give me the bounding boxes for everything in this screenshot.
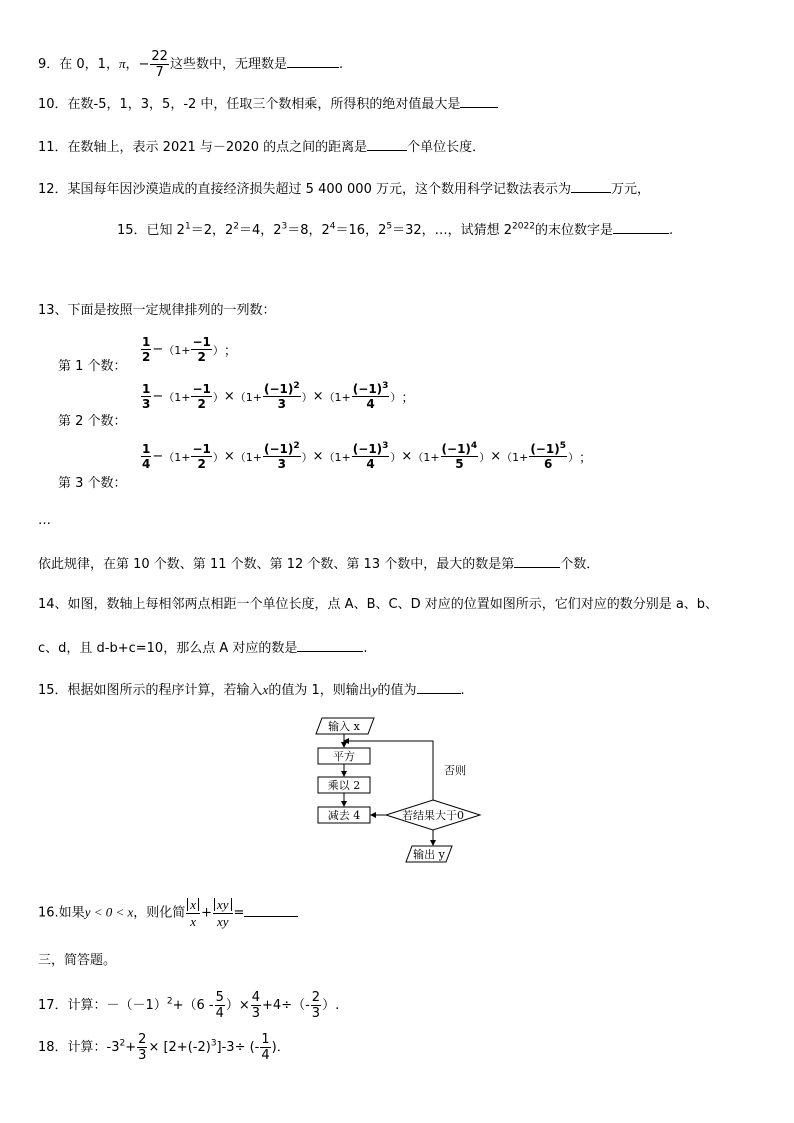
sub-label: 减去 4 [327, 809, 361, 822]
frac [191, 336, 211, 363]
semi: ； [578, 451, 592, 466]
answer-blank[interactable] [514, 553, 560, 568]
times: × [401, 449, 413, 464]
dots: … [38, 513, 51, 528]
var-y: y [371, 682, 378, 697]
exp: 5 [386, 221, 393, 232]
q13-intro: 13、下面是按照一定规律排列的一列数： [38, 303, 276, 318]
exp: 3 [382, 441, 389, 451]
q15a-t: ＝16，2 [335, 223, 387, 238]
minus: − [152, 389, 164, 404]
semi: ； [223, 344, 237, 359]
exp: 2 [119, 1038, 126, 1049]
d: 4 [366, 397, 375, 411]
d: 6 [543, 457, 553, 471]
answer-blank[interactable] [460, 93, 498, 108]
close: ） [212, 450, 224, 464]
question-15 [38, 679, 465, 700]
q9-post: 这些数中，无理数是 [169, 57, 287, 72]
d: 3 [311, 1006, 321, 1021]
d: 3 [142, 397, 151, 411]
condition-label: 若结果大于0 [402, 809, 464, 822]
question-16 [38, 898, 298, 928]
frac [263, 383, 301, 410]
q15-end: . [460, 683, 465, 698]
question-14-line1 [38, 596, 718, 614]
seq-expr-3 [140, 443, 592, 470]
d: 3 [251, 1006, 261, 1021]
q10-text: 10．在数-5，1，3，5，-2 中，任取三个数相乘，所得积的绝对值最大是 [38, 97, 461, 112]
frac-abs-x [186, 898, 200, 928]
section-title: 三，简答题。 [38, 953, 117, 968]
close: ） [212, 390, 224, 404]
frac [311, 991, 321, 1020]
input-label: 输入 x [328, 720, 360, 733]
d: 3 [277, 457, 287, 471]
open: （1+ [501, 450, 529, 464]
answer-blank[interactable] [613, 219, 669, 234]
question-17 [38, 991, 339, 1020]
question-13-ask [38, 553, 599, 574]
close: ） [301, 390, 313, 404]
open: （1+ [412, 450, 440, 464]
den-xy: xy [216, 914, 229, 929]
close: ） [390, 390, 402, 404]
frac [141, 443, 151, 470]
q16-cond: y < 0 < x [84, 904, 134, 920]
frac-den: 7 [155, 65, 164, 80]
q15a-pre: 15．已知 2 [117, 223, 185, 238]
n: 1 [142, 442, 151, 456]
q15a-t: ＝8，2 [287, 223, 330, 238]
times: × [312, 389, 324, 404]
q9-text: 9．在 0，1， [38, 57, 119, 72]
d: 2 [142, 350, 151, 364]
equals: = [233, 905, 245, 921]
n: −1 [192, 382, 211, 396]
q14-line1: 14、如图，数轴上每相邻两点相距一个单位长度，点 A、B、C、D 对应的位置如图所示，它们对应的数分别是 a、b、 [38, 597, 719, 612]
section-3-title [38, 952, 116, 970]
seq-expr-2 [140, 383, 414, 410]
q15-pre: 15．根据如图所示的程序计算，若输入 [38, 683, 263, 698]
question-14-line2 [38, 637, 368, 658]
times: × [490, 449, 502, 464]
q9-end: . [338, 57, 344, 72]
abs-xy: xy [214, 898, 232, 911]
seq-label-2 [58, 410, 127, 429]
n: (−1) [352, 442, 383, 456]
answer-blank[interactable] [417, 679, 461, 694]
frac [251, 991, 261, 1020]
n: 5 [215, 990, 224, 1005]
times: × [223, 389, 235, 404]
n: (−1) [441, 442, 471, 456]
q15a-t: ＝32，…，试猜想 2 [392, 223, 513, 238]
open: （1+ [163, 450, 191, 464]
q15-post: 的值为 [377, 683, 417, 698]
frac [352, 383, 390, 410]
q18-c: )． [271, 1040, 290, 1055]
minus: − [152, 342, 164, 357]
n: 2 [311, 990, 321, 1005]
d: 4 [215, 1006, 224, 1021]
d: 3 [138, 1048, 147, 1063]
open: （1+ [323, 450, 351, 464]
n: (−1) [264, 442, 294, 456]
square-label: 平方 [333, 750, 355, 763]
close: ） [390, 450, 402, 464]
n: (−1) [352, 382, 383, 396]
d: 3 [277, 397, 287, 411]
seq-label-1 [58, 355, 127, 374]
q17-b: ）× [225, 998, 250, 1013]
d: 2 [197, 350, 206, 364]
open: （1+ [163, 390, 191, 404]
exp: 1 [184, 221, 191, 232]
pi-symbol: π [118, 56, 126, 71]
frac [352, 443, 390, 470]
question-9 [38, 50, 343, 79]
open: （1+ [163, 343, 191, 357]
answer-blank[interactable] [297, 637, 363, 652]
q15a-end: . [668, 223, 674, 238]
q12-end: 万元， [610, 182, 650, 197]
question-15-powers [117, 219, 673, 240]
exp: 4 [470, 441, 478, 451]
frac [141, 383, 151, 410]
q18-b: ]-3÷ (- [216, 1040, 260, 1055]
open: （1+ [234, 450, 263, 464]
question-18 [38, 1033, 290, 1062]
plus: + [201, 905, 212, 921]
d: 4 [261, 1048, 270, 1063]
label: 第 1 个数： [58, 359, 127, 374]
times: × [312, 449, 324, 464]
n: −1 [192, 442, 211, 456]
exp: 3 [210, 1038, 217, 1049]
n: 4 [251, 990, 261, 1005]
q14-end: . [363, 641, 368, 656]
exp: 2 [293, 441, 300, 451]
exp: 3 [281, 221, 288, 232]
plus: + [125, 1040, 137, 1055]
seq-label-3 [58, 472, 127, 491]
q18-a: × [2+(-2) [148, 1040, 211, 1055]
d: 4 [142, 457, 151, 471]
ellipsis [38, 512, 51, 530]
d: 4 [366, 457, 375, 471]
var-x: x [262, 682, 269, 697]
q17-pre: 17．计算：－（－1） [38, 998, 167, 1013]
seq-expr-1 [140, 336, 237, 363]
q11-text: 11．在数轴上，表示 2021 与－2020 的点之间的距离是 [38, 140, 368, 155]
q15a-post: 的末位数字是 [534, 223, 613, 238]
q17-a: +（6 - [172, 998, 214, 1013]
close: ） [301, 450, 313, 464]
frac [191, 383, 211, 410]
q18-pre: 18．计算：-3 [38, 1040, 120, 1055]
q15a-t: ＝4，2 [238, 223, 282, 238]
q15-mid: 的值为 1，则输出 [268, 683, 372, 698]
program-flowchart [300, 712, 500, 868]
open: （1+ [234, 390, 263, 404]
close: ） [212, 343, 224, 357]
answer-blank[interactable] [287, 53, 339, 68]
exp: 4 [329, 221, 336, 232]
q17-d: ）. [322, 998, 340, 1013]
question-10 [38, 93, 498, 114]
frac [215, 991, 225, 1020]
q11-end: 个单位长度． [407, 140, 486, 155]
label: 第 2 个数： [58, 414, 127, 429]
den-x: x [190, 914, 197, 929]
question-12 [38, 178, 650, 199]
n: −1 [192, 335, 211, 349]
question-11 [38, 136, 485, 157]
n: (−1) [264, 382, 294, 396]
frac [191, 443, 211, 470]
q12-text: 12．某国每年因沙漠造成的直接经济损失超过 5 400 000 万元，这个数用科学记数法表示为 [38, 182, 571, 197]
answer-blank[interactable] [571, 178, 611, 193]
q16-mid: ，则化简 [133, 905, 186, 921]
frac-num: 22 [151, 49, 168, 64]
open: （1+ [323, 390, 351, 404]
close: ） [567, 450, 579, 464]
frac [137, 1033, 147, 1062]
q13-question: 依此规律，在第 10 个数、第 11 个数、第 12 个数、第 13 个数中，最大的数是第 [38, 557, 515, 572]
q14-line2: c、d，且 d-b+c=10，那么点 A 对应的数是 [38, 641, 298, 656]
n: 1 [261, 1032, 270, 1047]
q9-sep: ， [125, 57, 139, 72]
frac [529, 443, 567, 470]
frac-abs-xy [213, 898, 233, 928]
q9-neg: − [138, 57, 150, 72]
mult-label: 乘以 2 [327, 779, 361, 792]
q13-question-end: 个数． [560, 557, 600, 572]
frac [263, 443, 301, 470]
n: 2 [138, 1032, 147, 1047]
exp: 2 [166, 996, 173, 1007]
exp: 5 [559, 441, 566, 451]
q16-pre: 16.如果 [38, 905, 85, 921]
exp: 2 [233, 221, 239, 232]
d: 5 [455, 457, 464, 471]
frac [141, 336, 151, 363]
exp: 2 [293, 381, 300, 391]
exp: 2022 [512, 221, 535, 232]
fraction-22-7 [150, 50, 169, 79]
exp: 3 [382, 381, 389, 391]
frac [260, 1033, 270, 1062]
answer-blank[interactable] [367, 136, 407, 151]
label: 第 3 个数： [58, 476, 127, 491]
answer-blank[interactable] [244, 902, 298, 917]
question-13-intro [38, 302, 276, 320]
semi: ； [401, 391, 415, 406]
d: 2 [197, 457, 206, 471]
d: 2 [197, 397, 206, 411]
n: 1 [142, 382, 151, 396]
close: ） [479, 450, 491, 464]
times: × [223, 449, 235, 464]
n: (−1) [530, 442, 560, 456]
no-label: 否则 [444, 764, 466, 777]
output-label: 输出 y [413, 848, 445, 861]
q17-c: +4÷（- [262, 998, 310, 1013]
abs-x: x [187, 898, 199, 911]
n: 1 [142, 335, 151, 349]
q15a-t: ＝2，2 [190, 223, 234, 238]
minus: − [152, 449, 164, 464]
frac [441, 443, 479, 470]
